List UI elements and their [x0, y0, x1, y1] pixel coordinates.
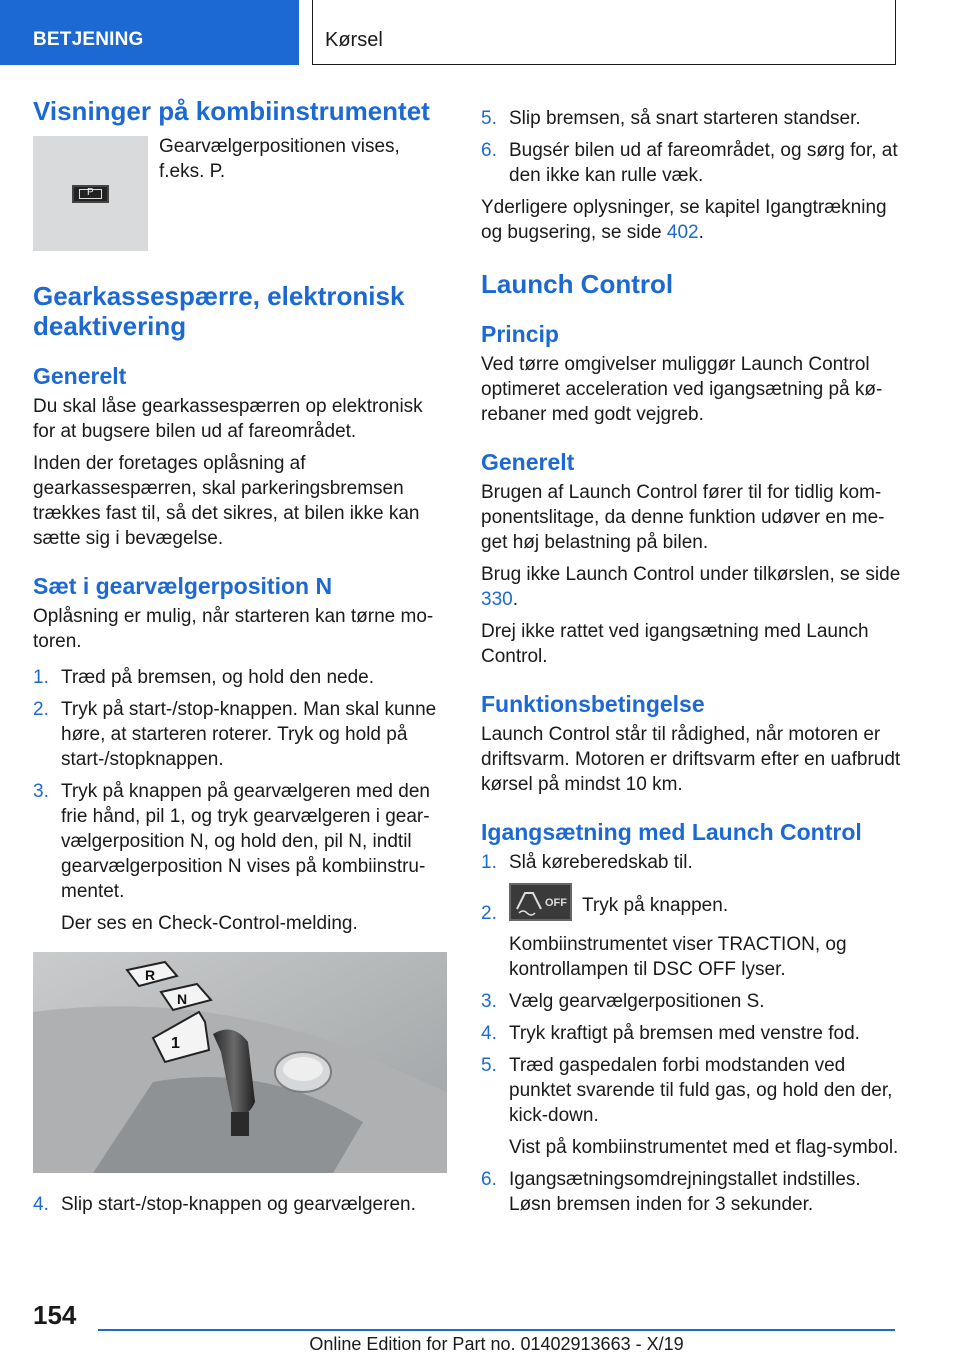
step-text: Tryk på start-/stop-knappen. Man skal kunne høre, at starteren roterer. Tryk og hold på start-/stopknappen.: [61, 699, 437, 770]
step-number: 1.: [33, 667, 49, 688]
chapter-tab: [312, 0, 896, 65]
dsc-off-label: OFF: [545, 897, 567, 909]
step-note: Kombiinstrumentet viser TRACTION, og kontrollampen til DSC OFF lyser.: [509, 934, 847, 980]
list-item: [481, 1053, 901, 1160]
footer-divider: [98, 1329, 895, 1331]
general-right-text: Brug ikke Launch Control under tilkørslen, se side: [481, 564, 901, 585]
list-item: [481, 887, 901, 982]
gear-selector-illustration: [33, 952, 447, 1173]
unlock-steps-cont: [33, 1192, 447, 1217]
unlock-steps: [33, 665, 447, 936]
list-item: [33, 697, 447, 772]
heading-set-n: Sæt i gearvælgerposition N: [33, 573, 333, 599]
step-text: Vælg gearvælgerpositionen S.: [509, 991, 765, 1012]
step-number: 1.: [481, 852, 497, 873]
step-number: 3.: [33, 781, 49, 802]
list-item: [33, 1192, 447, 1217]
display-text: Gearvælgerpositionen vises, f.eks. P.: [159, 136, 400, 182]
arrow-n-label: N: [177, 991, 188, 1007]
more-info-end: .: [698, 222, 704, 243]
section-tab: [0, 0, 299, 65]
arrow-r-label: R: [145, 967, 156, 983]
left-column: [33, 96, 447, 1224]
step-number: 4.: [481, 1023, 497, 1044]
unlock-steps-cont-right: [481, 106, 901, 188]
heading-principle: Princip: [481, 321, 559, 347]
page-link-330[interactable]: 330: [481, 589, 513, 610]
list-item: [33, 779, 447, 936]
step-number: 3.: [481, 991, 497, 1012]
gear-selector-photo: [33, 952, 447, 1173]
list-item: [481, 1021, 901, 1046]
step-number: 5.: [481, 1055, 497, 1076]
general-right-paragraph-3: Drej ikke rattet ved igangsætning med Launch Control.: [481, 621, 869, 667]
heading-launch-control: Launch Control: [481, 269, 674, 299]
step-note: Der ses en Check-Control-melding.: [61, 913, 358, 934]
more-info-text: Yderligere oplysninger, se kapitel Igangtrækning og bugsering, se side: [481, 197, 887, 243]
step-text: Tryk på knappen.: [582, 895, 729, 917]
condition-paragraph: Launch Control står til rådighed, når motoren er driftsvarm. Motoren er driftsvarm efter en uafbrudt kørsel på mindst 10 km.: [481, 724, 901, 795]
launch-steps: [481, 850, 901, 1217]
step-number: 6.: [481, 140, 497, 161]
section-label: BETJENING: [33, 29, 144, 50]
arrow-1-label: 1: [171, 1035, 180, 1052]
page-number: 154: [33, 1300, 77, 1330]
general-right-paragraph-2: [481, 562, 901, 612]
step-text: Bugsér bilen ud af fareområdet, og sørg for, at den ikke kan rulle væk.: [509, 140, 898, 186]
step-text: Træd på bremsen, og hold den nede.: [61, 667, 374, 688]
step-text: Tryk på knappen på gearvælgeren med den frie hånd, pil 1, og tryk gearvælgeren i gearvælgerposition N, og hold den, pil N, indtil gearvælgerposition N vises på kombiinstrumentet.: [61, 781, 430, 902]
general-paragraph-1: Du skal låse gearkassespærren op elektronisk for at bugsere bilen ud af fareområdet.: [33, 396, 423, 442]
dsc-off-icon: [509, 883, 572, 921]
display-image: [33, 136, 148, 251]
page-link-402[interactable]: 402: [666, 222, 699, 243]
list-item: [33, 665, 447, 690]
step-text: Slå køreberedskab til.: [509, 852, 693, 873]
footer-edition: Online Edition for Part no. 01402913663 - X/19: [309, 1334, 684, 1354]
list-item: [481, 1167, 901, 1217]
gear-p-indicator-icon: [72, 185, 109, 203]
step-text: Slip bremsen, så snart starteren standser.: [509, 108, 861, 129]
heading-lock: Gearkassespærre, elektronisk deaktivering: [33, 281, 405, 341]
step-text: Slip start-/stop-knappen og gearvælgeren.: [61, 1194, 416, 1215]
set-n-paragraph: Oplåsning er mulig, når starteren kan tørne motoren.: [33, 606, 434, 652]
principle-paragraph: Ved tørre omgivelser muliggør Launch Control optimeret acceleration ved igangsætning på kørebaner med godt vejgreb.: [481, 354, 883, 425]
right-column: [481, 106, 901, 1224]
list-item: [481, 850, 901, 875]
display-intro: [33, 136, 447, 251]
step-number: 2.: [481, 903, 497, 924]
step-number: 4.: [33, 1194, 49, 1215]
step-text: Træd gaspedalen forbi modstanden ved punktet svarende til fuld gas, og hold den der, kick-down.: [509, 1055, 893, 1126]
list-item: [481, 106, 901, 131]
list-item: [481, 138, 901, 188]
step-text: Tryk kraftigt på bremsen med venstre fod.: [509, 1023, 860, 1044]
heading-general-right: Generelt: [481, 449, 575, 475]
list-item: [481, 989, 901, 1014]
step-text: Igangsætningsomdrejningstallet indstilles. Løsn bremsen inden for 3 sekunder.: [509, 1169, 861, 1215]
step-number: 2.: [33, 699, 49, 720]
chapter-label: Kørsel: [325, 29, 383, 51]
general-paragraph-2: Inden der foretages oplåsning af gearkassespærren, skal parkeringsbremsen trækkes fast til, så det sikres, at bilen ikke kan sætte sig i bevægelse.: [33, 453, 420, 549]
heading-display: Visninger på kombiinstrumentet: [33, 96, 430, 126]
heading-start: Igangsætning med Launch Control: [481, 819, 862, 845]
heading-condition: Funktionsbetingelse: [481, 691, 705, 717]
step-number: 5.: [481, 108, 497, 129]
heading-general: Generelt: [33, 363, 127, 389]
more-info-paragraph: [481, 195, 901, 245]
step-note: Vist på kombiinstrumentet med et flag-symbol.: [509, 1137, 899, 1158]
step-number: 6.: [481, 1169, 497, 1190]
general-right-end: .: [512, 589, 518, 610]
general-right-paragraph-1: Brugen af Launch Control fører til for tidlig komponentslitage, da denne funktion udøver en meget høj belastning på bilen.: [481, 482, 885, 553]
